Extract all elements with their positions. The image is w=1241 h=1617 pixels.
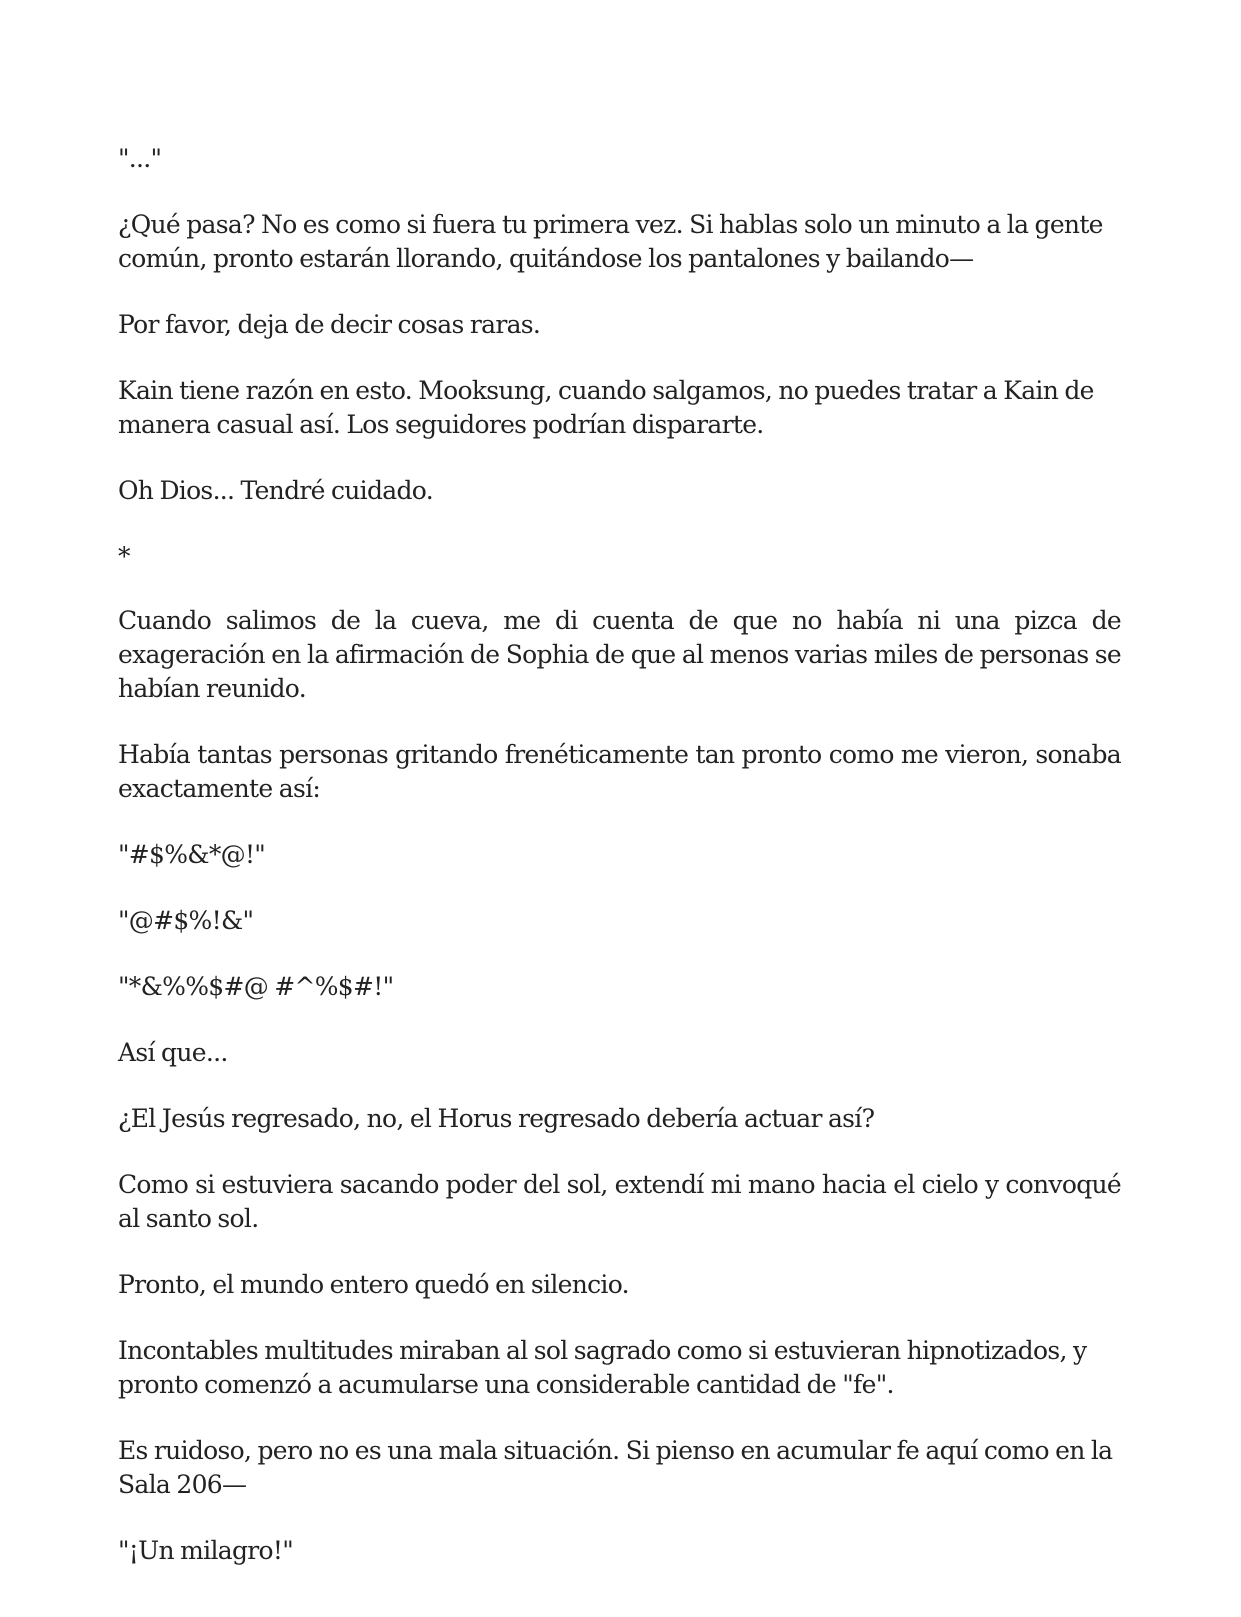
document-body: [118, 142, 1121, 1600]
paragraph-kain-tiene-razon: Kain tiene razón en esto. Mooksung, cuando salgamos, no puedes tratar a Kain de manera casual así. Los seguidores podrían dispararte.: [118, 376, 1094, 439]
dialogue-ellipsis: "...": [118, 144, 162, 173]
paragraph-pronto: Pronto, el mundo entero quedó en silencio.: [118, 1270, 629, 1299]
paragraph-asi-que: Así que...: [118, 1038, 228, 1067]
paragraph-incontables: Incontables multitudes miraban al sol sagrado como si estuvieran hipnotizados, y pronto comenzó a acumularse una considerable cantidad de "fe".: [118, 1336, 1087, 1399]
paragraph-cuando-salimos: Cuando salimos de la cueva, me di cuenta de que no había ni una pizca de exageración en la afirmación de Sophia de que al menos varias miles de personas se habían reunido.: [118, 606, 1121, 703]
paragraph-como-si: Como si estuviera sacando poder del sol, extendí mi mano hacia el cielo y convoqué al santo sol.: [118, 1170, 1121, 1233]
dialogue-un-milagro: "¡Un milagro!": [118, 1536, 294, 1565]
shout-2: "@#$%!&": [118, 906, 254, 935]
paragraph-habia-tantas: Había tantas personas gritando frenéticamente tan pronto como me vieron, sonaba exactamente así:: [118, 740, 1121, 803]
scene-break: *: [118, 542, 130, 571]
paragraph-el-jesus: ¿El Jesús regresado, no, el Horus regresado debería actuar así?: [118, 1104, 875, 1133]
paragraph-es-ruidoso: Es ruidoso, pero no es una mala situación. Si pienso en acumular fe aquí como en la Sala 206—: [118, 1436, 1113, 1499]
paragraph-que-pasa: ¿Qué pasa? No es como si fuera tu primera vez. Si hablas solo un minuto a la gente común, pronto estarán llorando, quitándose los pantalones y bailando—: [118, 210, 1103, 273]
paragraph-oh-dios: Oh Dios... Tendré cuidado.: [118, 476, 433, 505]
shout-1: "#$%&*@!": [118, 840, 266, 869]
paragraph-por-favor: Por favor, deja de decir cosas raras.: [118, 310, 541, 339]
shout-3: "*&%%$#@ #^%$#!": [118, 972, 394, 1001]
